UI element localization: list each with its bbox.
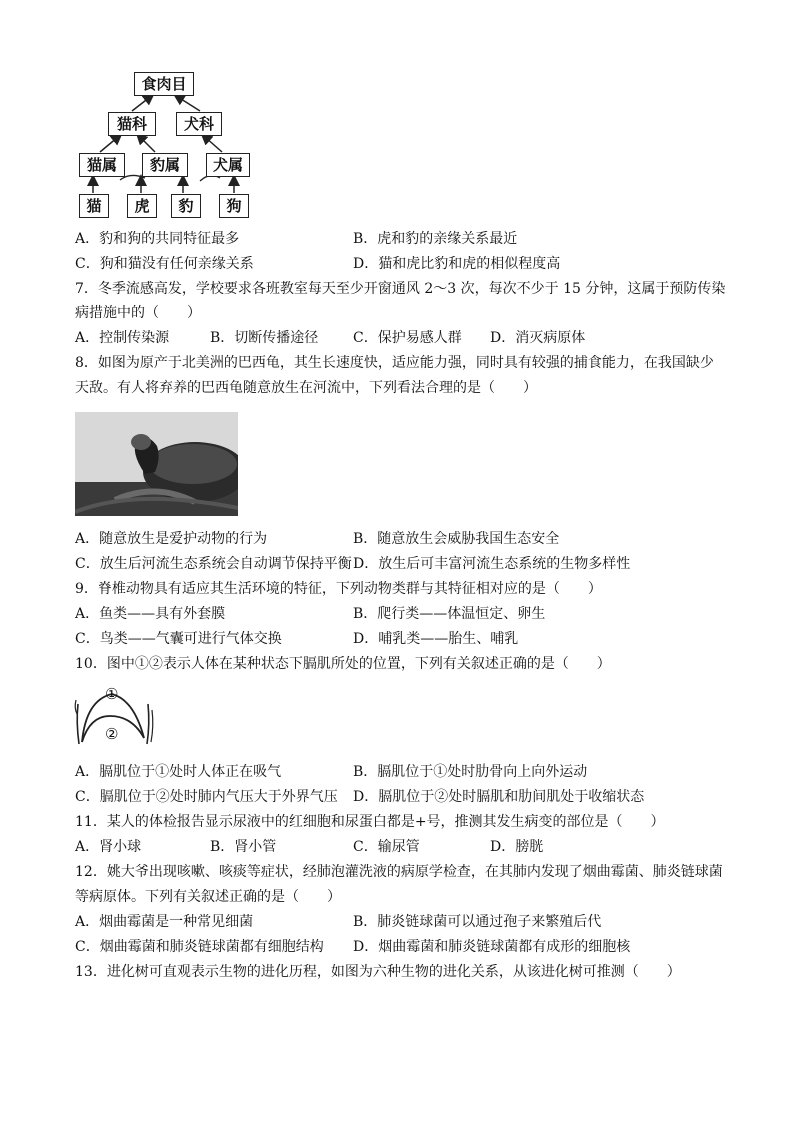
tree-species-tiger-box: 虎 [127,194,157,218]
q6-option-d: D．猫和虎比豹和虎的相似程度高 [353,256,561,272]
q10-stem: 10．图中①②表示人体在某种状态下膈肌所处的位置，下列有关叙述正确的是（ ） [75,656,611,672]
q7-option-a: A．控制传染源 [75,330,170,346]
q10-option-d: D．膈肌位于②处时膈肌和肋间肌处于收缩状态 [353,789,645,805]
q6-option-a: A．豹和狗的共同特征最多 [75,231,240,247]
q12-option-d: D．烟曲霉菌和肺炎链球菌都有成形的细胞核 [353,939,631,955]
q9-option-a: A．鱼类——具有外套膜 [75,606,226,622]
tree-genus-cat-box: 猫属 [79,153,125,177]
q7-option-c: C．保护易感人群 [353,330,462,346]
q10-option-a: A．膈肌位于①处时人体正在吸气 [75,764,282,780]
q13-stem: 13．进化树可直观表示生物的进化历程，如图为六种生物的进化关系，从该进化树可推测（ ） [75,964,681,980]
q9-option-d: D．哺乳类——胎生、哺乳 [353,631,519,647]
q11-option-a: A．肾小球 [75,839,142,855]
q9-stem: 9．脊椎动物具有适应其生活环境的特征，下列动物类群与其特征相对应的是（ ） [75,581,602,597]
q12-option-b: B．肺炎链球菌可以通过孢子来繁殖后代 [353,914,602,930]
q12-option-a: A．烟曲霉菌是一种常见细菌 [75,914,254,930]
q7-stem-line1: 7．冬季流感高发，学校要求各班教室每天至少开窗通风 2～3 次，每次不少于 15 分钟，这属于预防传染 [75,281,726,297]
tree-species-dog-box: 狗 [219,194,249,218]
q6-option-b: B．虎和豹的亲缘关系最近 [353,231,518,247]
q10-option-c: C．膈肌位于②处时肺内气压大于外界气压 [75,789,338,805]
q7-option-b: B．切断传播途径 [210,330,319,346]
q11-option-b: B．肾小管 [210,839,277,855]
q7-stem-line2: 病措施中的（ ） [75,305,201,321]
q6-option-c: C．狗和猫没有任何亲缘关系 [75,256,254,272]
q8-option-b: B．随意放生会威胁我国生态安全 [353,531,560,547]
q8-option-c: C．放生后河流生态系统会自动调节保持平衡 [75,556,352,572]
q12-option-c: C．烟曲霉菌和肺炎链球菌都有细胞结构 [75,939,324,955]
q10-label-1: ① [105,685,119,703]
q11-stem: 11．某人的体检报告显示尿液中的红细胞和尿蛋白都是+号，推测其发生病变的部位是（ ） [75,814,665,830]
q10-option-b: B．膈肌位于①处时肋骨向上向外运动 [353,764,588,780]
tree-genus-leopard-box: 豹属 [142,153,188,177]
q9-option-c: C．鸟类——气囊可进行气体交换 [75,631,282,647]
tree-genus-dog-box: 犬属 [206,153,250,177]
brazilian-turtle-photo [75,412,238,516]
tree-species-cat-box: 猫 [79,194,109,218]
q8-stem-line1: 8．如图为原产于北美洲的巴西龟，其生长速度快，适应能力强，同时具有较强的捕食能力，在我国缺少 [75,355,714,371]
q8-stem-line2: 天敌。有人将弃养的巴西龟随意放生在河流中，下列看法合理的是（ ） [75,380,537,396]
q9-option-b: B．爬行类——体温恒定、卵生 [353,606,546,622]
tree-species-leopard-box: 豹 [171,194,201,218]
q11-option-c: C．输尿管 [353,839,420,855]
q8-option-a: A．随意放生是爱护动物的行为 [75,531,268,547]
q10-label-2: ② [105,725,119,743]
q12-stem-line2: 等病原体。下列有关叙述正确的是（ ） [75,889,341,905]
tree-family-dog-box: 犬科 [176,112,222,136]
tree-order-box: 食肉目 [134,72,194,96]
q11-option-d: D．膀胱 [490,839,544,855]
q8-option-d: D．放生后可丰富河流生态系统的生物多样性 [353,556,631,572]
q12-stem-line1: 12．姚大爷出现咳嗽、咳痰等症状，经肺泡灌洗液的病原学检查，在其肺内发现了烟曲霉菌、肺炎链球菌 [75,864,723,880]
tree-family-cat-box: 猫科 [108,112,156,136]
q7-option-d: D．消灭病原体 [490,330,586,346]
